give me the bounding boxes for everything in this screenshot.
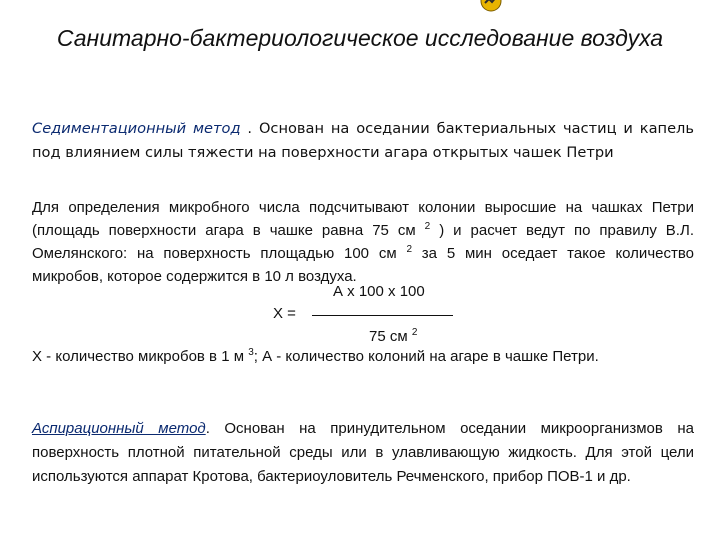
sedimentation-method-label: Седиментационный метод <box>32 120 241 137</box>
speaker-sound-icon[interactable] <box>480 0 502 12</box>
sedimentation-description: . Основан на оседании бактериальных частиц и капель под влиянием силы тяжести на поверхности агара открытых чашек Петри <box>32 120 694 161</box>
formula-denominator-sup: 2 <box>411 327 418 338</box>
formula-fraction-line <box>312 315 453 316</box>
sup-square-2: 2 <box>406 244 412 255</box>
formula-lhs: Х = <box>273 305 296 322</box>
slide-title: Санитарно-бактериологическое исследование воздуха <box>56 25 664 51</box>
paragraph-sedimentation <box>32 117 694 164</box>
legend-text-2: ; А - количество колоний на агаре в чашке Петри. <box>253 348 599 365</box>
paragraph-microbial-count <box>32 196 694 288</box>
formula-denominator <box>369 328 417 345</box>
sup-square-1: 2 <box>424 221 431 232</box>
formula-denominator-text: 75 см <box>369 328 412 345</box>
microbial-count-text-2: ) и расчет ведут по правилу В.Л. Омелянского: на поверхность площадью 100 см <box>32 222 694 262</box>
microbial-count-text-3: за 5 мин оседает такое количество микробов, которое содержится в 10 л воздуха. <box>32 245 694 285</box>
paragraph-aspiration <box>32 417 694 489</box>
sup-cubic: 3 <box>248 347 254 358</box>
aspiration-description: . Основан на принудительном оседании микроорганизмов на поверхность плотной питательной среды или в улавливающую жидкость. Для этой цели используются аппарат Кротова, бактериоуловитель Речменского, прибор ПОВ-1 и др. <box>32 420 694 485</box>
legend-text-1: Х - количество микробов в 1 м <box>32 348 249 365</box>
microbial-count-text-1: Для определения микробного числа подсчитывают колонии выросшие на чашках Петри (площадь поверхности агара в чашке равна 75 см <box>32 199 694 239</box>
formula-numerator: А х 100 х 100 <box>333 283 425 300</box>
aspiration-method-label: Аспирационный метод <box>32 420 206 437</box>
paragraph-formula-legend <box>32 345 694 369</box>
